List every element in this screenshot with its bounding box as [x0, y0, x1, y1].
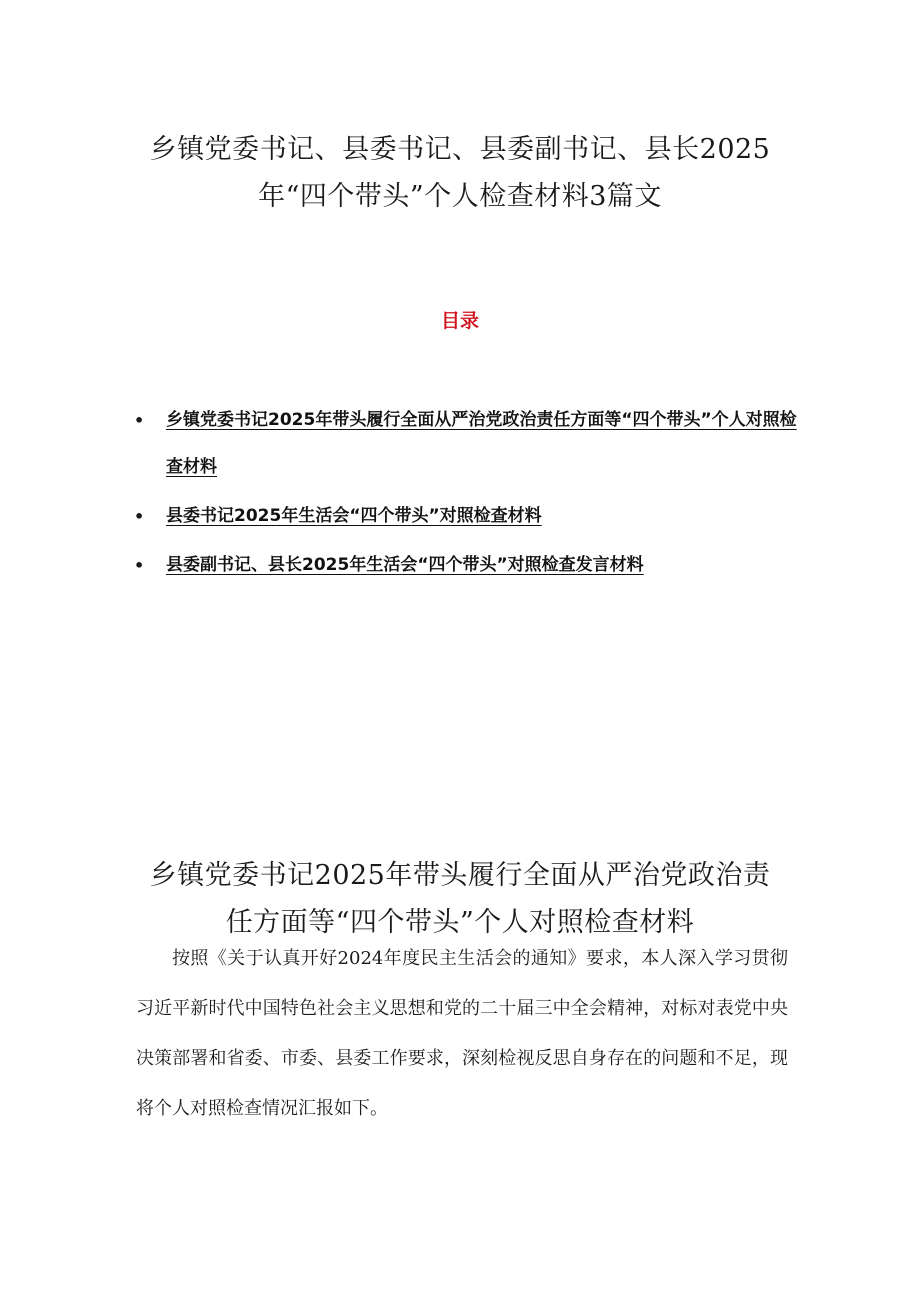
document-title-line-2: 年“四个带头”个人检查材料3篇文: [258, 181, 662, 213]
document-title-line-1: 乡镇党委书记、县委书记、县委副书记、县长2025: [149, 134, 771, 166]
document-title: [100, 126, 820, 220]
toc-item: [130, 542, 810, 589]
toc-link-county-secretary[interactable]: 县委书记2025年生活会“四个带头”对照检查材料: [166, 506, 542, 526]
toc-heading: 目录: [440, 310, 479, 332]
bullet-icon: •: [134, 507, 145, 526]
toc-link-township-secretary[interactable]: 乡镇党委书记2025年带头履行全面从严治党政治责任方面等“四个带头”个人对照检查材料: [166, 410, 797, 477]
toc-item: [130, 493, 810, 540]
bullet-icon: •: [134, 411, 145, 430]
section-title: [100, 852, 820, 946]
toc-item: [130, 397, 810, 491]
section-title-line-2: 任方面等“四个带头”个人对照检查材料: [225, 907, 695, 939]
bullet-icon: •: [134, 556, 145, 575]
table-of-contents: [130, 397, 810, 591]
section-title-line-1: 乡镇党委书记2025年带头履行全面从严治党政治责: [149, 860, 771, 892]
body-paragraph: 按照《关于认真开好2024年度民主生活会的通知》要求，本人深入学习贯彻习近平新时代中国特色社会主义思想和党的二十届三中全会精神，对标对表党中央决策部署和省委、市委、县委工作要求，深刻检视反思自身存在的问题和不足，现将个人对照检查情况汇报如下。: [136, 948, 788, 1119]
toc-link-deputy-secretary-county-head[interactable]: 县委副书记、县长2025年生活会“四个带头”对照检查发言材料: [166, 555, 644, 575]
